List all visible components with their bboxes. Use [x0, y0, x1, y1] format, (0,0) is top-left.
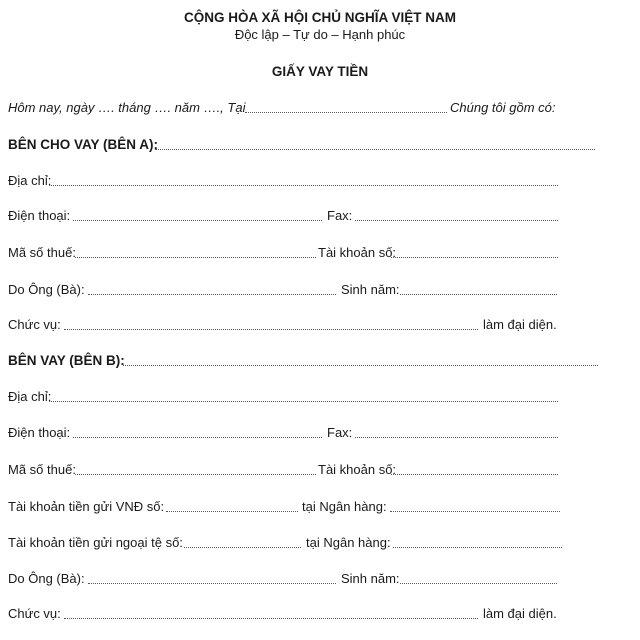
party-a-fax-label: Fax:	[327, 208, 353, 223]
party-a-phone-line	[0, 207, 640, 225]
party-a-position-field[interactable]	[64, 316, 478, 334]
party-a-position-label: Chức vụ:	[8, 317, 61, 332]
party-b-position-line	[0, 605, 640, 623]
party-b-vnd-account-field[interactable]	[166, 498, 298, 516]
party-b-heading: BÊN VAY (BÊN B):	[8, 353, 125, 368]
party-a-representative-suffix: làm đại diện.	[483, 317, 557, 332]
party-b-account-field[interactable]	[391, 461, 558, 479]
party-a-account-label: Tài khoản số:	[318, 245, 397, 260]
party-b-foreign-bank-field[interactable]	[393, 534, 562, 552]
party-b-tax-line	[0, 461, 640, 479]
party-a-address-line	[0, 172, 640, 190]
party-b-vnd-bank-label: tại Ngân hàng:	[302, 499, 387, 514]
party-a-tax-code-label: Mã số thuế:	[8, 245, 76, 260]
party-b-birth-year-label: Sinh năm:	[341, 571, 400, 586]
party-b-representative-suffix: làm đại diện.	[483, 606, 557, 621]
party-b-foreign-account-label: Tài khoản tiền gửi ngoại tệ số:	[8, 535, 183, 550]
party-b-foreign-bank-label: tại Ngân hàng:	[306, 535, 391, 550]
national-motto: Độc lập – Tự do – Hạnh phúc	[234, 27, 406, 42]
party-b-address-label: Địa chỉ:	[8, 389, 52, 404]
party-b-phone-line	[0, 424, 640, 442]
party-a-heading-line	[0, 136, 640, 154]
party-a-birth-year-field[interactable]	[400, 281, 557, 299]
party-b-tax-code-field[interactable]	[75, 461, 316, 479]
party-a-representative-label: Do Ông (Bà):	[8, 282, 85, 297]
party-a-representative-line	[0, 281, 640, 299]
party-b-address-line	[0, 388, 640, 406]
intro-line	[0, 99, 640, 117]
party-b-foreign-account-line	[0, 534, 640, 552]
party-b-representative-field[interactable]	[88, 570, 336, 588]
party-b-position-label: Chức vụ:	[8, 606, 61, 621]
party-b-representative-label: Do Ông (Bà):	[8, 571, 85, 586]
party-b-fax-field[interactable]	[355, 424, 558, 442]
party-b-foreign-account-field[interactable]	[184, 534, 301, 552]
place-field[interactable]	[245, 99, 447, 117]
party-a-phone-label: Điện thoại:	[8, 208, 71, 223]
party-b-fax-label: Fax:	[327, 425, 353, 440]
party-b-heading-line	[0, 352, 640, 370]
party-b-address-field[interactable]	[49, 388, 558, 406]
party-a-representative-field[interactable]	[88, 281, 336, 299]
party-a-name-field[interactable]	[155, 136, 595, 154]
party-b-vnd-account-label: Tài khoản tiền gửi VNĐ số:	[8, 499, 165, 514]
party-a-birth-year-label: Sinh năm:	[341, 282, 400, 297]
party-b-vnd-account-line	[0, 498, 640, 516]
party-a-position-line	[0, 316, 640, 334]
party-b-tax-code-label: Mã số thuế:	[8, 462, 76, 477]
party-a-address-field[interactable]	[49, 172, 558, 190]
party-b-vnd-bank-field[interactable]	[390, 498, 560, 516]
party-b-phone-label: Điện thoại:	[8, 425, 71, 440]
party-a-address-label: Địa chỉ:	[8, 173, 52, 188]
party-a-heading: BÊN CHO VAY (BÊN A):	[8, 137, 159, 152]
party-a-account-field[interactable]	[391, 244, 558, 262]
party-b-representative-line	[0, 570, 640, 588]
party-a-tax-code-field[interactable]	[75, 244, 316, 262]
party-b-account-label: Tài khoản số:	[318, 462, 397, 477]
parties-intro-label: Chúng tôi gồm có:	[450, 100, 556, 115]
party-a-phone-field[interactable]	[73, 207, 322, 225]
party-a-fax-field[interactable]	[355, 207, 558, 225]
date-place-label: Hôm nay, ngày …. tháng …. năm …., Tại	[8, 100, 246, 115]
party-b-phone-field[interactable]	[73, 424, 322, 442]
country-name: CỘNG HÒA XÃ HỘI CHỦ NGHĨA VIỆT NAM	[183, 10, 456, 25]
party-b-name-field[interactable]	[123, 352, 598, 370]
document-title: GIẤY VAY TIỀN	[271, 64, 369, 79]
party-b-position-field[interactable]	[64, 605, 478, 623]
party-a-tax-line	[0, 244, 640, 262]
party-b-birth-year-field[interactable]	[400, 570, 557, 588]
